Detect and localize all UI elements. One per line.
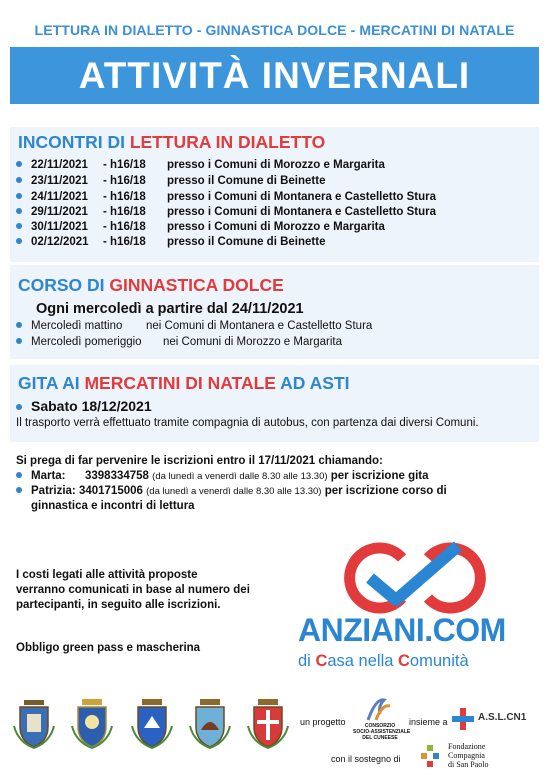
bullet-icon [16, 338, 22, 344]
gym-subhead: Ogni mercoledì a partire dal 24/11/2021 [36, 301, 304, 317]
signup-patrizia: Patrizia: 3401715006 (da lunedì a venerdì dalle 8.30 alle 13.30) per iscrizione corso di [16, 485, 447, 497]
consorzio-logo-icon [350, 696, 408, 724]
asl-label: A.S.L.CN1 [478, 712, 527, 723]
signup-marta: Marta: 3398334758 (da lunedì a venerdì dalle 8.30 alle 13.30) per iscrizione gita [16, 470, 429, 482]
municipal-crest-icon [130, 696, 174, 750]
bullet-icon [16, 177, 22, 183]
reading-row: 24/11/2021 - h16/18 presso i Comuni di Montanera e Castelletto Stura [16, 191, 436, 203]
bullet-icon [16, 322, 22, 328]
green-pass-note: Obbligo green pass e mascherina [16, 642, 201, 654]
bullet-icon [16, 161, 22, 167]
together-label: insieme a [409, 717, 448, 727]
gym-row: Mercoledì pomeriggio nei Comuni di Morozzo e Margarita [16, 336, 342, 348]
bullet-icon [16, 223, 22, 229]
asl-cross-icon [450, 706, 476, 732]
bullet-icon [16, 193, 22, 199]
reading-row: 02/12/2021 - h16/18 presso il Comune di Beinette [16, 236, 325, 248]
municipal-crest-icon [70, 696, 114, 750]
municipal-crest-icon [188, 696, 232, 750]
bullet-icon [16, 404, 22, 410]
title-banner: ATTIVITÀ INVERNALI [10, 47, 539, 104]
project-label: un progetto [300, 717, 346, 727]
reading-row: 30/11/2021 - h16/18 presso i Comuni di Morozzo e Margarita [16, 221, 385, 233]
reading-row: 23/11/2021 - h16/18 presso il Comune di Beinette [16, 175, 325, 187]
municipal-crest-icon [12, 696, 56, 750]
anziani-tagline: di Casa nella Comunità [298, 652, 469, 670]
bullet-icon [16, 472, 22, 478]
municipal-crest-icon [246, 696, 290, 750]
trip-text: Il trasporto verrà effettuato tramite compagnia di autobus, con partenza dai diversi Comuni. [16, 417, 479, 429]
reading-section-title: INCONTRI DI LETTURA IN DIALETTO [18, 132, 326, 152]
bullet-icon [16, 238, 22, 244]
support-label: con il sostegno di [331, 754, 401, 764]
reading-row: 22/11/2021 - h16/18 presso i Comuni di Morozzo e Margarita [16, 159, 385, 171]
trip-date: Sabato 18/12/2021 [16, 398, 152, 414]
trip-section-title: GITA AI MERCATINI DI NATALE AD ASTI [18, 373, 350, 393]
gym-row: Mercoledì mattino nei Comuni di Montanera e Castelletto Stura [16, 320, 372, 332]
signup-patrizia-cont: ginnastica e incontri di lettura [31, 500, 195, 512]
signup-intro: Si prega di far pervenire le iscrizioni entro il 17/11/2021 chiamando: [16, 455, 383, 467]
consorzio-label: CONSORZIO SOCIO-ASSISTENZIALE DEL CUNEESE [353, 723, 411, 741]
costs-note: I costi legati alle attività proposte verranno comunicati in base al numero dei partecipanti, in seguito alle iscrizioni. [16, 569, 250, 611]
bullet-icon [16, 208, 22, 214]
fondazione-label: Fondazione Compagnia di San Paolo [448, 742, 489, 769]
anziani-brand: ANZIANI.COM [298, 612, 506, 648]
bullet-icon [16, 487, 22, 493]
top-tagline: LETTURA IN DIALETTO - GINNASTICA DOLCE - MERCATINI DI NATALE [34, 22, 515, 38]
reading-row: 29/11/2021 - h16/18 presso i Comuni di Montanera e Castelletto Stura [16, 206, 436, 218]
anziani-logo-icon [330, 540, 500, 615]
fondazione-logo-icon [420, 744, 440, 770]
gym-section-title: CORSO DI GINNASTICA DOLCE [18, 275, 284, 295]
